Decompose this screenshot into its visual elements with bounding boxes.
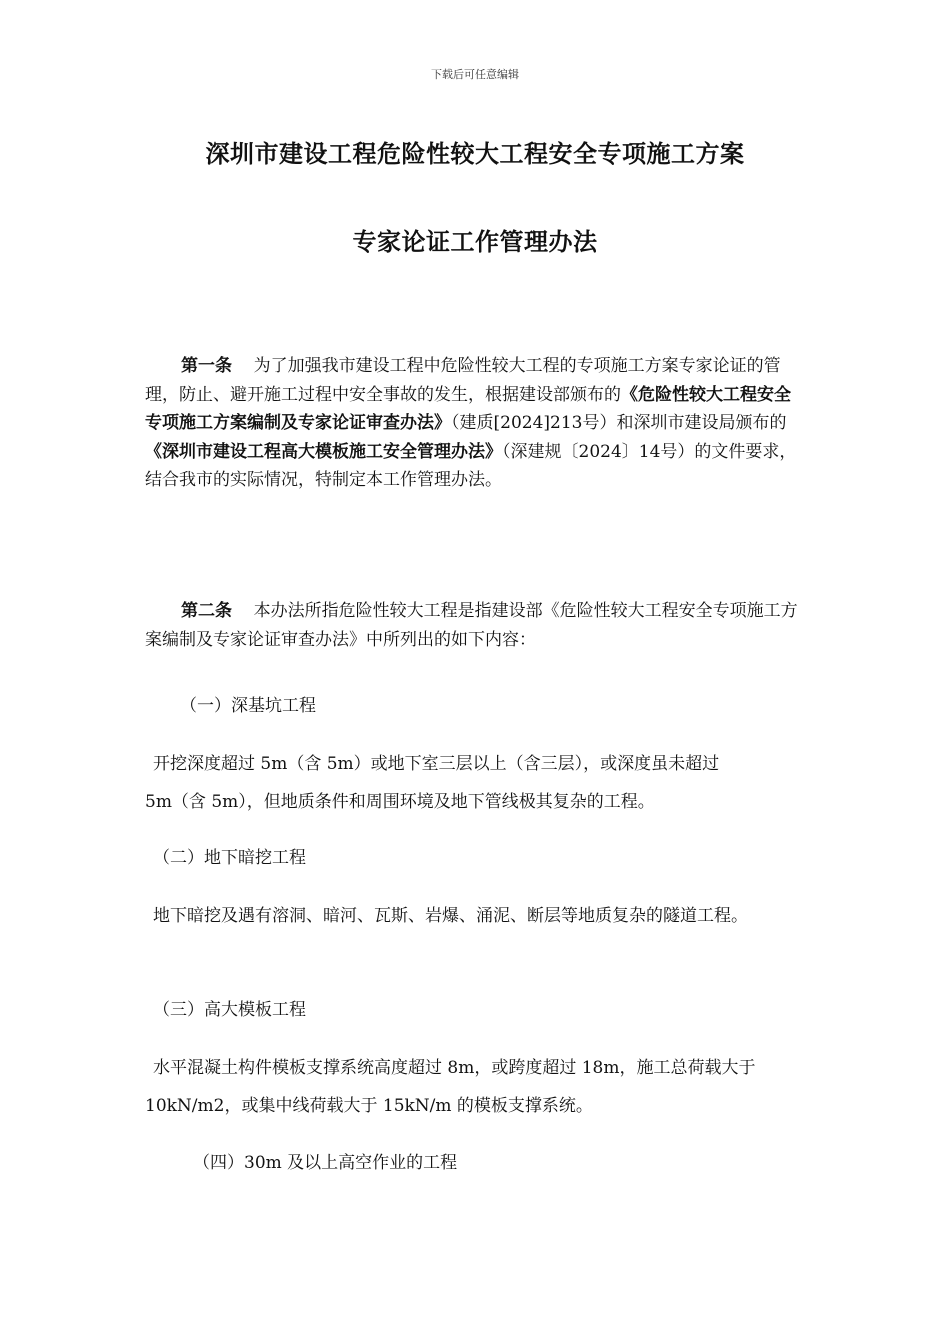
article-1-paragraph — [145, 352, 805, 495]
section-1-desc-line1: 开挖深度超过 5m（含 5m）或地下室三层以上（含三层），或深度虽未超过 — [153, 754, 720, 774]
article-2-text: 本办法所指危险性较大工程是指建设部《危险性较大工程安全专项施工方案编制及专家论证审查办法》中所列出的如下内容： — [145, 601, 798, 650]
article-1-bold-a: 《危险性较大工程安全专项施工方案编制及专家论证审查办法》 — [145, 384, 791, 434]
section-3-desc-line2: 10kN/m2，或集中线荷载大于 15kN/m 的模板支撑系统。 — [145, 1096, 593, 1116]
article-2-paragraph — [145, 597, 805, 654]
section-3-title: （三）高大模板工程 — [153, 1000, 306, 1020]
header-note: 下载后可任意编辑 — [431, 68, 519, 81]
article-1-text-a: 为了加强我市建设工程中危险性较大工程的专项施工方案专家论证的管理，防止、避开施工过程中安全事故的发生，根据建设部颁布的 — [145, 356, 781, 405]
article-1-text-c: （深建规〔2024〕14号）的文件要求，结合我市的实际情况，特制定本工作管理办法。 — [145, 441, 797, 491]
section-4-title: （四）30m 及以上高空作业的工程 — [193, 1153, 458, 1173]
section-3-desc-line1: 水平混凝土构件模板支撑系统高度超过 8m，或跨度超过 18m，施工总荷载大于 — [153, 1058, 756, 1078]
article-1-text-b: （建质[2024]213号）和深圳市建设局颁布的 — [451, 413, 787, 434]
document-title-line1: 深圳市建设工程危险性较大工程安全专项施工方案 — [205, 140, 745, 168]
section-1-title: （一）深基坑工程 — [180, 696, 316, 716]
article-1-bold-b: 《深圳市建设工程高大模板施工安全管理办法》 — [145, 441, 502, 462]
section-2-title: （二）地下暗挖工程 — [153, 848, 306, 868]
article-2-label: 第二条 — [181, 601, 232, 621]
section-1-desc-line2: 5m（含 5m），但地质条件和周围环境及地下管线极其复杂的工程。 — [145, 792, 655, 812]
article-1-label: 第一条 — [181, 356, 232, 376]
document-title-line2: 专家论证工作管理办法 — [352, 228, 598, 256]
section-2-desc-line1: 地下暗挖及遇有溶洞、暗河、瓦斯、岩爆、涌泥、断层等地质复杂的隧道工程。 — [153, 906, 748, 926]
